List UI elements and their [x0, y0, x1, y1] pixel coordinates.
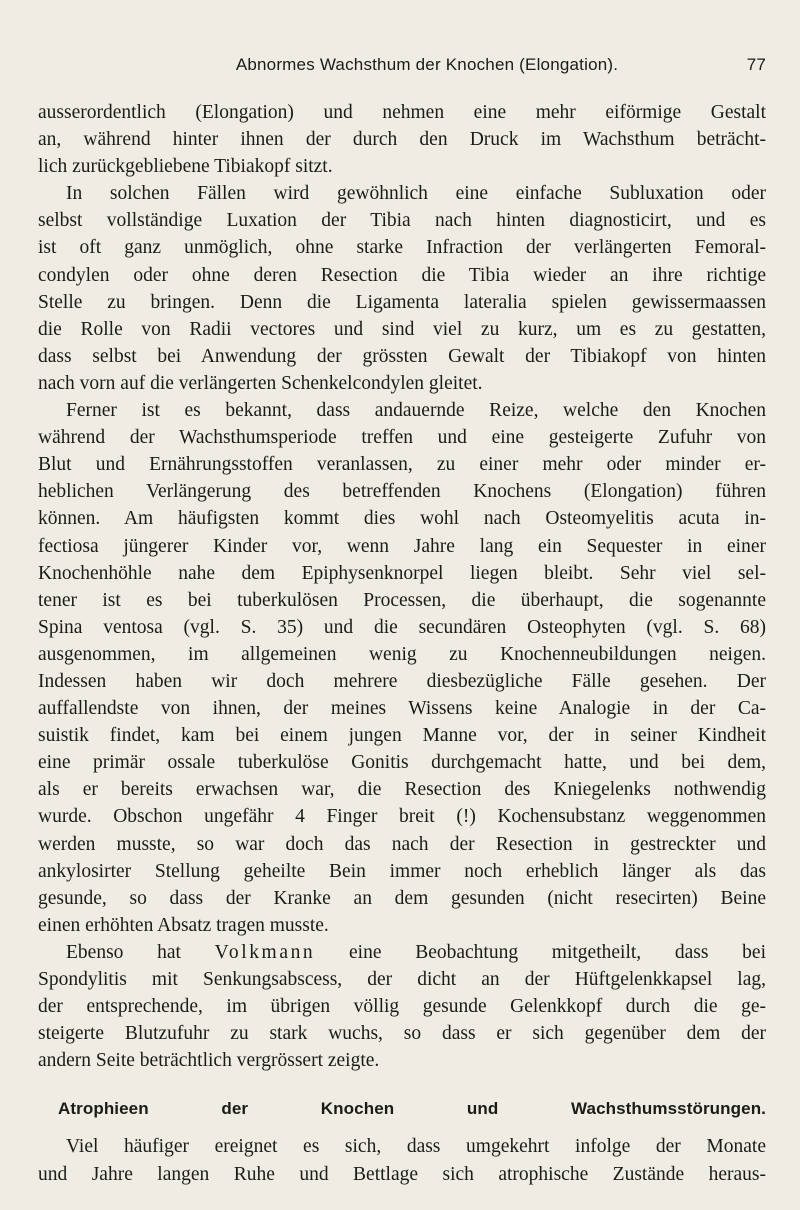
paragraph-3: [38, 397, 766, 939]
text-line: condylen oder ohne deren Resection die Tibia wieder an ihre richtige: [38, 264, 766, 286]
paragraph-2: [38, 180, 766, 397]
text-line: ausserordentlich (Elongation) und nehmen eine mehr eiförmige Gestalt: [38, 102, 766, 123]
text-line: fectiosa jüngerer Kinder vor, wenn Jahre lang ein Sequester in einer: [38, 535, 766, 557]
text-line: können. Am häufigsten kommt dies wohl nach Osteomyelitis acuta in-: [38, 508, 766, 530]
text-line: auffallendste von ihnen, der meines Wissens keine Analogie in der Ca-: [38, 698, 766, 720]
text-line: andern Seite beträchtlich vergrössert zeigte.: [38, 1050, 380, 1072]
section-heading: Atrophieen der Knochen und Wachsthumsstörungen.: [58, 1099, 766, 1119]
text-line: [38, 939, 766, 966]
text-line: die Rolle von Radii vectores und sind viel zu kurz, um es zu gestatten,: [38, 318, 766, 340]
text-line: Indessen haben wir doch mehrere diesbezügliche Fälle gesehen. Der: [38, 670, 766, 692]
paragraph-5: [38, 1133, 766, 1187]
text-line: gesunde, so dass der Kranke an dem gesunden (nicht resecirten) Beine: [38, 887, 766, 909]
text-line: ausgenommen, im allgemeinen wenig zu Knochenneubildungen neigen.: [38, 643, 766, 665]
text-line: Spondylitis mit Senkungsabscess, der dicht an der Hüftgelenkkapsel lag,: [38, 969, 766, 990]
text-line: In solchen Fällen wird gewöhnlich eine einfache Subluxation oder: [66, 183, 766, 205]
text-line: ist oft ganz unmöglich, ohne starke Infraction der verlängerten Femoral-: [38, 237, 766, 259]
text-line: selbst vollständige Luxation der Tibia nach hinten diagnosticirt, und es: [38, 210, 766, 232]
text-line: Ferner ist es bekannt, dass andauernde Reize, welche den Knochen: [66, 400, 766, 422]
text-line: nach vorn auf die verlängerten Schenkelcondylen gleitet.: [38, 372, 483, 394]
body-text: [38, 99, 766, 1188]
author-name: Volkmann: [214, 941, 316, 963]
text-line: suistik findet, kam bei einem jungen Manne vor, der in seiner Kindheit: [38, 725, 766, 747]
text-line: heblichen Verlängerung des betreffenden Knochens (Elongation) führen: [38, 481, 766, 503]
running-header: [38, 55, 766, 83]
text-line: als er bereits erwachsen war, die Resection des Kniegelenks nothwendig: [38, 779, 766, 801]
text-line: ankylosirter Stellung geheilte Bein immer noch erheblich länger als das: [38, 860, 766, 882]
text-line: Blut und Ernährungsstoffen veranlassen, zu einer mehr oder minder er-: [38, 454, 766, 476]
text-line: während der Wachsthumsperiode treffen und eine gesteigerte Zufuhr von: [38, 427, 766, 449]
paragraph-1: [38, 99, 766, 180]
text-line: der entsprechende, im übrigen völlig gesunde Gelenkkopf durch die ge-: [38, 996, 766, 1018]
text-line: dass selbst bei Anwendung der grössten Gewalt der Tibiakopf von hinten: [38, 345, 766, 367]
text-line: tener ist es bei tuberkulösen Processen, die überhaupt, die sogenannte: [38, 589, 766, 611]
text-fragment: eine Beobachtung mitgetheilt, dass bei: [315, 941, 766, 963]
text-line: wurde. Obschon ungefähr 4 Finger breit (!) Kochensubstanz weggenommen: [38, 806, 766, 828]
text-line: Viel häufiger ereignet es sich, dass umgekehrt infolge der Monate: [66, 1136, 766, 1158]
text-line: und Jahre langen Ruhe und Bettlage sich atrophische Zustände heraus-: [38, 1163, 766, 1185]
text-fragment: Ebenso hat: [66, 941, 215, 963]
text-line: eine primär ossale tuberkulöse Gonitis durchgemacht hatte, und bei dem,: [38, 752, 766, 774]
text-line: einen erhöhten Absatz tragen musste.: [38, 914, 329, 936]
page-number: 77: [746, 55, 766, 74]
text-line: werden musste, so war doch das nach der Resection in gestreckter und: [38, 833, 766, 855]
paragraph-4: [38, 939, 766, 1074]
running-title: Abnormes Wachsthum der Knochen (Elongation).: [235, 55, 619, 74]
text-line: lich zurückgebliebene Tibiakopf sitzt.: [38, 156, 333, 178]
text-line: steigerte Blutzufuhr zu stark wuchs, so dass er sich gegenüber dem der: [38, 1023, 766, 1045]
text-line: an, während hinter ihnen der durch den Druck im Wachsthum beträcht-: [38, 129, 766, 151]
text-line: Knochenhöhle nahe dem Epiphysenknorpel liegen bleibt. Sehr viel sel-: [38, 562, 766, 584]
text-line: Spina ventosa (vgl. S. 35) und die secundären Osteophyten (vgl. S. 68): [38, 616, 766, 638]
text-line: Stelle zu bringen. Denn die Ligamenta lateralia spielen gewissermaassen: [38, 291, 766, 313]
